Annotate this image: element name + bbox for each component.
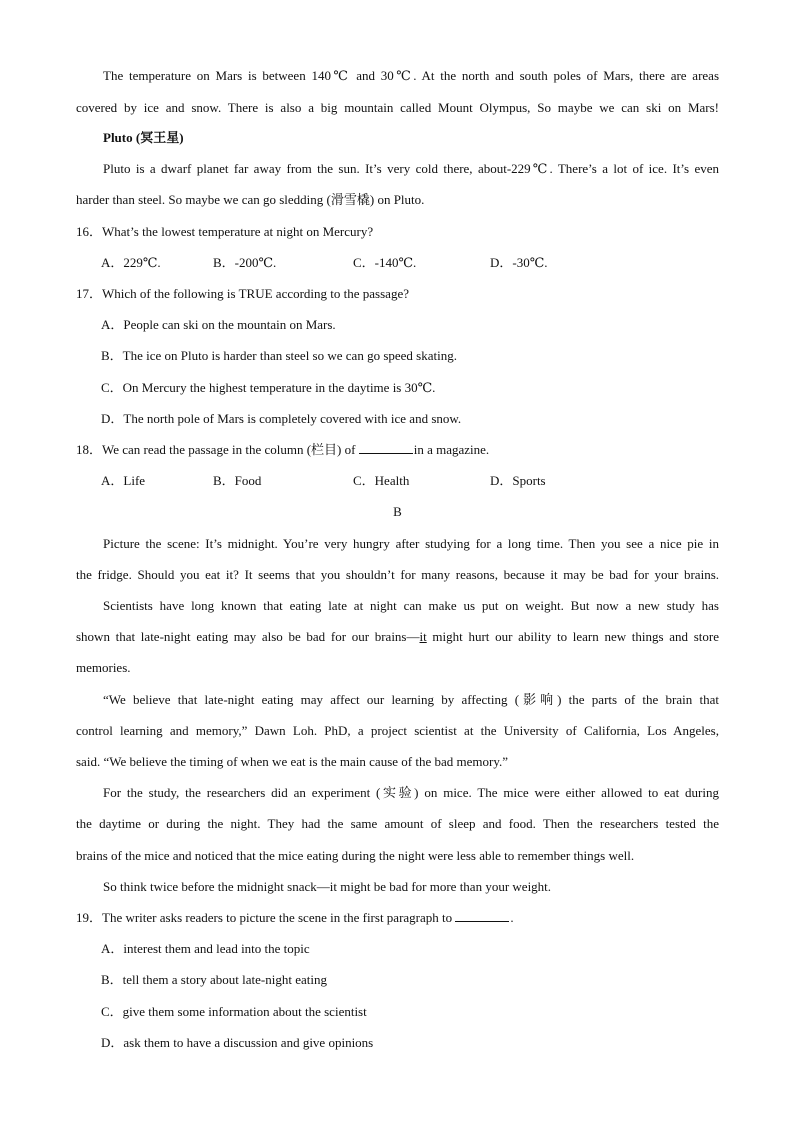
option-a[interactable]: A．229℃. — [101, 255, 161, 270]
option-c[interactable]: C．On Mercury the highest temperature in the daytime is 30℃. — [101, 380, 436, 395]
question-18-options — [101, 472, 719, 490]
option-b[interactable]: B．tell them a story about late-night eating — [101, 972, 328, 987]
passage-b-line: brains of the mice and noticed that the mice eating during the night were less able to remember things well. — [76, 848, 635, 863]
option-b[interactable]: B．-200℃. — [213, 255, 277, 270]
option-c[interactable]: C．Health — [353, 473, 410, 488]
passage-b-line: Scientists have long known that eating late at night can make us put on weight. But now a new study has — [103, 598, 719, 613]
option-d[interactable]: D．ask them to have a discussion and give opinions — [101, 1035, 374, 1050]
passage-b-line: For the study, the researchers did an experiment (实验) on mice. The mice were either allowed to eat during — [103, 785, 719, 800]
passage-b-line: said. “We believe the timing of when we eat is the main cause of the bad memory.” — [76, 754, 509, 769]
answer-blank — [455, 909, 509, 922]
pluto-heading: Pluto (冥王星) — [103, 130, 184, 145]
passage-b-line: the fridge. Should you eat it? It seems that you shouldn’t for many reasons, because it may be bad for your brains. — [76, 567, 719, 582]
passage-b-line: shown that late-night eating may also be bad for our brains—it might hurt our ability to learn new things and store — [76, 629, 719, 644]
passage-b-line: So think twice before the midnight snack—it might be bad for more than your weight. — [103, 879, 552, 894]
option-d[interactable]: D．The north pole of Mars is completely covered with ice and snow. — [101, 411, 462, 426]
option-b[interactable]: B．The ice on Pluto is harder than steel so we can go speed skating. — [101, 348, 457, 363]
option-b[interactable]: B．Food — [213, 473, 262, 488]
passage-b-line: memories. — [76, 660, 131, 675]
passage-b-line: Picture the scene: It’s midnight. You’re very hungry after studying for a long time. Then you see a nice pie in — [103, 536, 719, 551]
option-c[interactable]: C．give them some information about the scientist — [101, 1004, 367, 1019]
mars-paragraph-line: covered by ice and snow. There is also a big mountain called Mount Olympus, So maybe we can ski on Mars! — [76, 100, 719, 115]
pluto-paragraph-line: Pluto is a dwarf planet far away from the sun. It’s very cold there, about-229℃. There’s a lot of ice. It’s even — [103, 161, 719, 176]
option-a[interactable]: A．Life — [101, 473, 146, 488]
option-c[interactable]: C．-140℃. — [353, 255, 417, 270]
passage-b-line: the daytime or during the night. They had the same amount of sleep and food. Then the researchers tested the — [76, 816, 719, 831]
passage-b-line: control learning and memory,” Dawn Loh. PhD, a project scientist at the University of California, Los Angeles, — [76, 723, 719, 738]
underlined-word: it — [419, 629, 427, 644]
answer-blank — [359, 441, 413, 454]
question-19-stem: 19．The writer asks readers to picture the scene in the first paragraph to . — [76, 910, 514, 925]
option-a[interactable]: A．People can ski on the mountain on Mars. — [101, 317, 336, 332]
question-16-options — [101, 254, 719, 272]
option-d[interactable]: D．-30℃. — [490, 255, 548, 270]
question-16-stem: 16．What’s the lowest temperature at night on Mercury? — [76, 224, 374, 239]
section-b-label: B — [393, 504, 402, 519]
option-a[interactable]: A．interest them and lead into the topic — [101, 941, 310, 956]
question-18-stem: 18．We can read the passage in the column (栏目) of in a magazine. — [76, 442, 490, 457]
mars-paragraph-line: The temperature on Mars is between 140℃ and 30℃. At the north and south poles of Mars, there are areas — [103, 68, 719, 83]
question-17-stem: 17．Which of the following is TRUE according to the passage? — [76, 286, 409, 301]
passage-b-line: “We believe that late-night eating may affect our learning by affecting (影响) the parts of the brain that — [103, 692, 719, 707]
pluto-paragraph-line: harder than steel. So maybe we can go sledding (滑雪橇) on Pluto. — [76, 192, 425, 207]
option-d[interactable]: D．Sports — [490, 473, 546, 488]
